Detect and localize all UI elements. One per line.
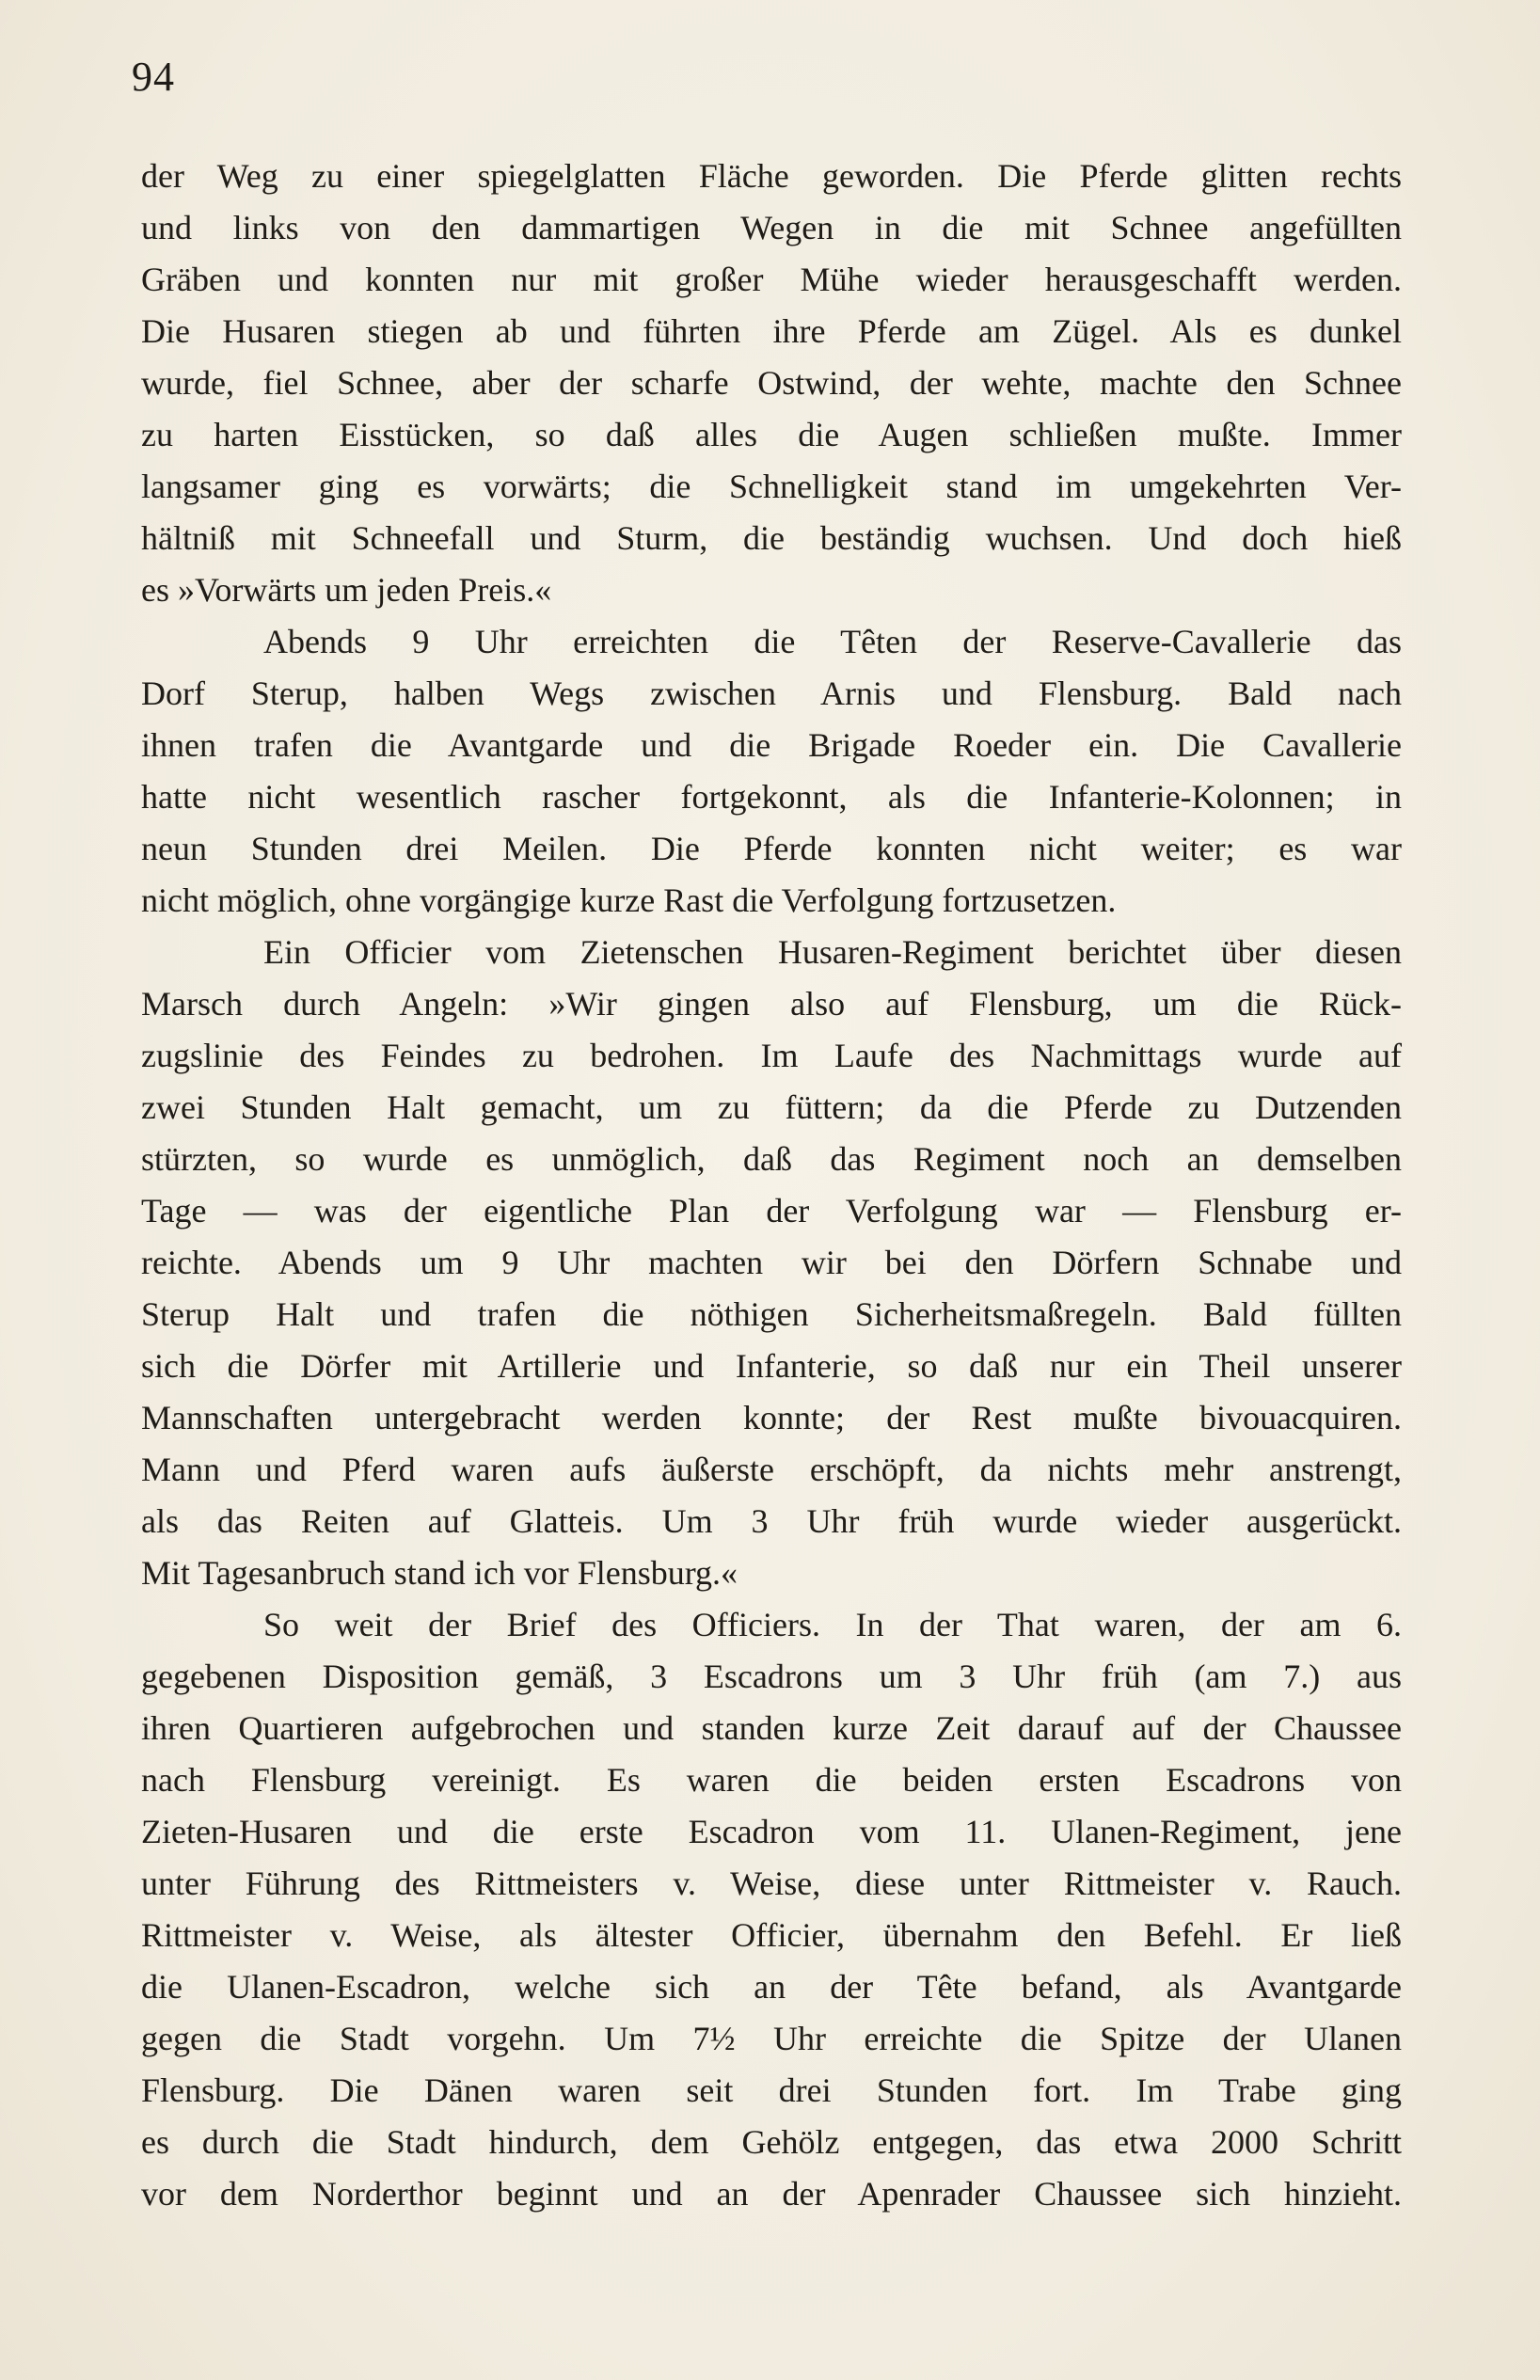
text-line: Tage — was der eigentliche Plan der Verfolgung war — Flensburg er-	[141, 1192, 1402, 1230]
text-line: gegen die Stadt vorgehn. Um 7½ Uhr erreichte die Spitze der Ulanen	[141, 2020, 1402, 2057]
paragraph-start: Abends 9 Uhr erreichten die Têten der Reserve-Cavallerie das	[263, 623, 1402, 660]
text-line: sich die Dörfer mit Artillerie und Infanterie, so daß nur ein Theil unserer	[141, 1347, 1402, 1385]
text-line: zwei Stunden Halt gemacht, um zu füttern; da die Pferde zu Dutzenden	[141, 1088, 1402, 1126]
text-line: gegebenen Disposition gemäß, 3 Escadrons um 3 Uhr früh (am 7.) aus	[141, 1658, 1402, 1695]
text-line: Dorf Sterup, halben Wegs zwischen Arnis und Flensburg. Bald nach	[141, 674, 1402, 712]
text-line: und links von den dammartigen Wegen in die mit Schnee angefüllten	[141, 209, 1402, 246]
text-line: Rittmeister v. Weise, als ältester Officier, übernahm den Befehl. Er ließ	[141, 1916, 1402, 1954]
text-line: neun Stunden drei Meilen. Die Pferde konnten nicht weiter; es war	[141, 830, 1402, 867]
text-line: Zieten-Husaren und die erste Escadron vom 11. Ulanen-Regiment, jene	[141, 1813, 1402, 1850]
text-line: als das Reiten auf Glatteis. Um 3 Uhr früh wurde wieder ausgerückt.	[141, 1502, 1402, 1540]
text-line: nicht möglich, ohne vorgängige kurze Rast die Verfolgung fortzusetzen.	[141, 881, 1117, 919]
text-line: wurde, fiel Schnee, aber der scharfe Ostwind, der wehte, machte den Schnee	[141, 364, 1402, 402]
text-line: Mannschaften untergebracht werden konnte; der Rest mußte bivouacquiren.	[141, 1399, 1402, 1436]
text-line: Mit Tagesanbruch stand ich vor Flensburg.«	[141, 1554, 738, 1592]
paragraph-start: So weit der Brief des Officiers. In der That waren, der am 6.	[263, 1606, 1402, 1643]
text-line: es »Vorwärts um jeden Preis.«	[141, 571, 552, 609]
text-line: stürzten, so wurde es unmöglich, daß das Regiment noch an demselben	[141, 1140, 1402, 1178]
text-line: es durch die Stadt hindurch, dem Gehölz entgegen, das etwa 2000 Schritt	[141, 2123, 1402, 2161]
text-line: Gräben und konnten nur mit großer Mühe wieder herausgeschafft werden.	[141, 261, 1402, 298]
text-line: hatte nicht wesentlich rascher fortgekonnt, als die Infanterie-Kolonnen; in	[141, 778, 1402, 816]
text-line: hältniß mit Schneefall und Sturm, die beständig wuchsen. Und doch hieß	[141, 519, 1402, 557]
text-line: zu harten Eisstücken, so daß alles die Augen schließen mußte. Immer	[141, 416, 1402, 453]
text-line: der Weg zu einer spiegelglatten Fläche geworden. Die Pferde glitten rechts	[141, 157, 1402, 195]
text-line: ihren Quartieren aufgebrochen und standen kurze Zeit darauf auf der Chaussee	[141, 1709, 1402, 1747]
paragraph-start: Ein Officier vom Zietenschen Husaren-Regiment berichtet über diesen	[263, 933, 1402, 971]
text-line: unter Führung des Rittmeisters v. Weise, diese unter Rittmeister v. Rauch.	[141, 1864, 1402, 1902]
text-line: ihnen trafen die Avantgarde und die Brigade Roeder ein. Die Cavallerie	[141, 726, 1402, 764]
text-line: Marsch durch Angeln: »Wir gingen also auf Flensburg, um die Rück-	[141, 985, 1402, 1023]
text-line: vor dem Norderthor beginnt und an der Apenrader Chaussee sich hinzieht.	[141, 2175, 1402, 2213]
text-line: die Ulanen-Escadron, welche sich an der Tête befand, als Avantgarde	[141, 1968, 1402, 2006]
body-text	[141, 151, 1402, 2324]
text-line: Flensburg. Die Dänen waren seit drei Stunden fort. Im Trabe ging	[141, 2071, 1402, 2109]
text-line: Mann und Pferd waren aufs äußerste erschöpft, da nichts mehr anstrengt,	[141, 1451, 1402, 1488]
text-line: Sterup Halt und trafen die nöthigen Sicherheitsmaßregeln. Bald füllten	[141, 1295, 1402, 1333]
page-number: 94	[132, 54, 175, 100]
text-line: reichte. Abends um 9 Uhr machten wir bei den Dörfern Schnabe und	[141, 1244, 1402, 1281]
text-line: Die Husaren stiegen ab und führten ihre Pferde am Zügel. Als es dunkel	[141, 312, 1402, 350]
text-line: langsamer ging es vorwärts; die Schnelligkeit stand im umgekehrten Ver-	[141, 468, 1402, 505]
text-line: nach Flensburg vereinigt. Es waren die beiden ersten Escadrons von	[141, 1761, 1402, 1799]
text-line: zugslinie des Feindes zu bedrohen. Im Laufe des Nachmittags wurde auf	[141, 1037, 1402, 1074]
